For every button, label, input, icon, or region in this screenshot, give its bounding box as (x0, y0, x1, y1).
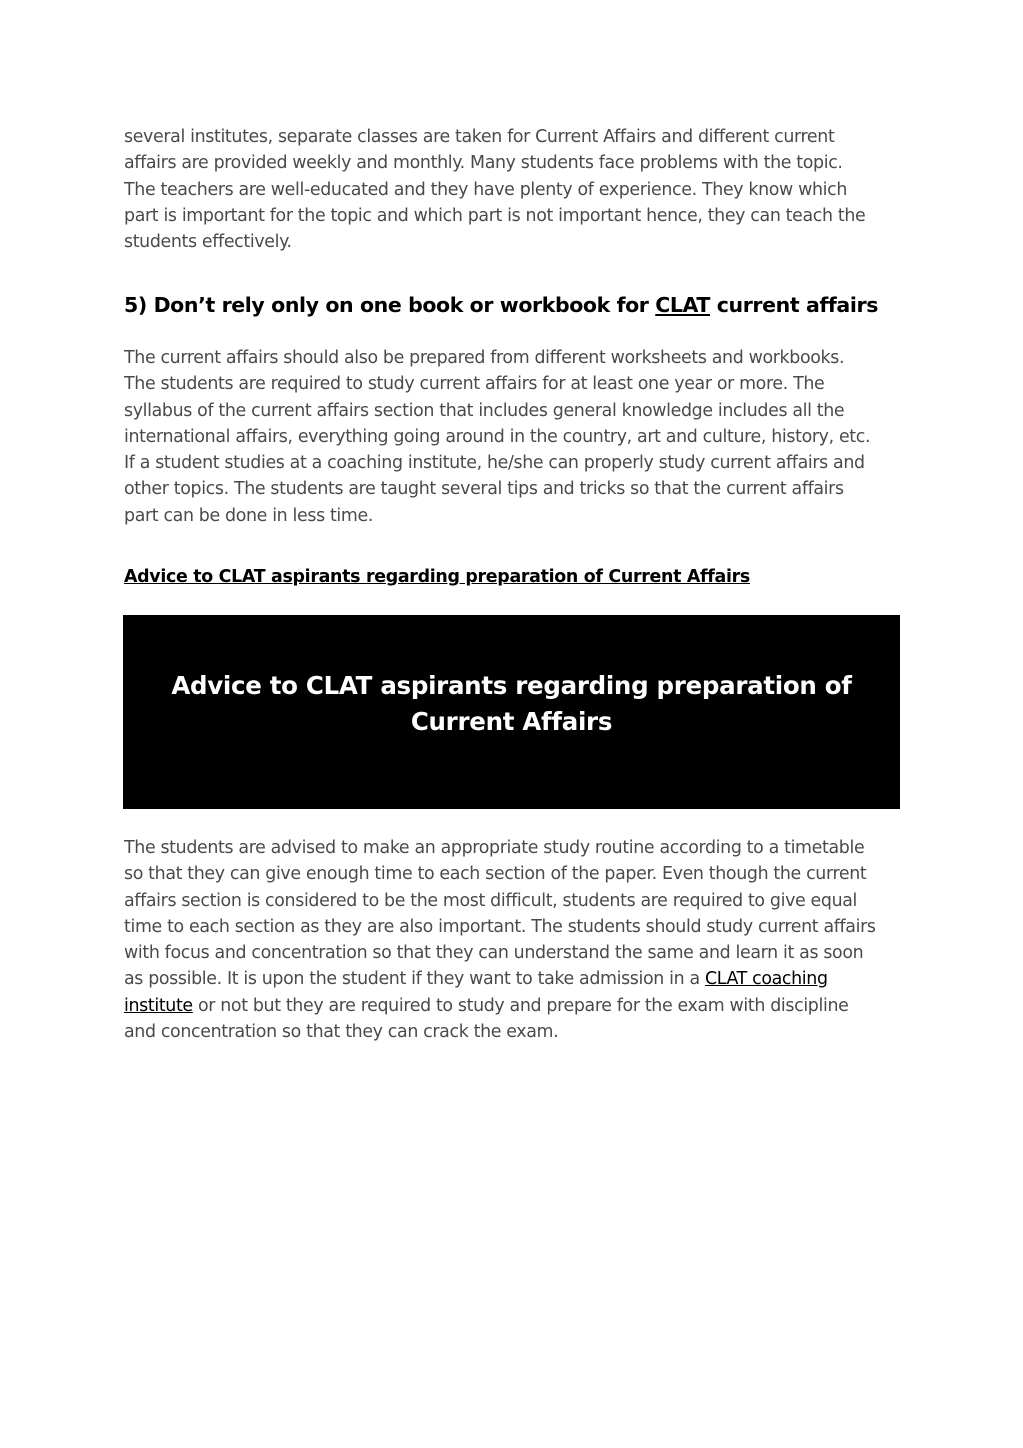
clat-link[interactable]: CLAT (655, 293, 711, 317)
heading-text-end: current affairs (710, 293, 878, 317)
paragraph-line: part is important for the topic and which part is not important hence, they can teach the (124, 205, 866, 226)
paragraph-text: as possible. It is upon the student if they want to take admission in a (124, 969, 705, 990)
heading-text-start: 5) Don’t rely only on one book or workbook for (124, 293, 656, 317)
paragraph-line: If a student studies at a coaching institute, he/she can properly study current affairs and (124, 453, 865, 474)
paragraph-line: part can be done in less time. (124, 505, 374, 526)
paragraph-text: or not but they are required to study and prepare for the exam with discipline (192, 995, 849, 1016)
advice-paragraph (124, 835, 899, 1045)
advice-subheading: Advice to CLAT aspirants regarding preparation of Current Affairs (124, 567, 750, 587)
paragraph-line: syllabus of the current affairs section that includes general knowledge includes all the (124, 400, 845, 421)
banner-title (171, 668, 851, 740)
paragraph-line: with focus and concentration so that they can understand the same and learn it as soon (124, 943, 864, 964)
paragraph-line: students effectively. (124, 232, 292, 253)
paragraph-line: so that they can give enough time to each section of the paper. Even though the current (124, 864, 867, 885)
paragraph-line: and concentration so that they can crack the exam. (124, 1022, 559, 1043)
paragraph-line (124, 966, 899, 992)
paragraph-line: The current affairs should also be prepared from different worksheets and workbooks. (124, 348, 845, 368)
paragraph-line: time to each section as they are also important. The students should study current affairs (124, 916, 876, 937)
intro-paragraph (124, 124, 899, 255)
paragraph-line: other topics. The students are taught several tips and tricks so that the current affairs (124, 479, 844, 500)
current-affairs-paragraph (124, 345, 899, 529)
advice-banner-image (123, 615, 900, 809)
paragraph-line: The students are required to study current affairs for at least one year or more. The (124, 374, 825, 395)
clat-coaching-link-part-1[interactable]: CLAT coaching (704, 969, 828, 990)
clat-coaching-link-part-2[interactable]: institute (124, 995, 193, 1016)
paragraph-line (124, 993, 899, 1019)
banner-title-line: Advice to CLAT aspirants regarding preparation of (171, 671, 852, 700)
paragraph-line: several institutes, separate classes are taken for Current Affairs and different current (124, 127, 835, 147)
paragraph-line: The students are advised to make an appropriate study routine according to a timetable (124, 838, 865, 858)
paragraph-line: affairs are provided weekly and monthly. Many students face problems with the topic. (124, 153, 843, 174)
paragraph-line: international affairs, everything going around in the country, art and culture, history, etc. (124, 426, 871, 447)
paragraph-line: affairs section is considered to be the most difficult, students are required to give equal (124, 890, 858, 911)
paragraph-line: The teachers are well-educated and they have plenty of experience. They know which (124, 179, 848, 200)
banner-title-line: Current Affairs (410, 707, 613, 736)
section-heading-5 (124, 290, 878, 320)
